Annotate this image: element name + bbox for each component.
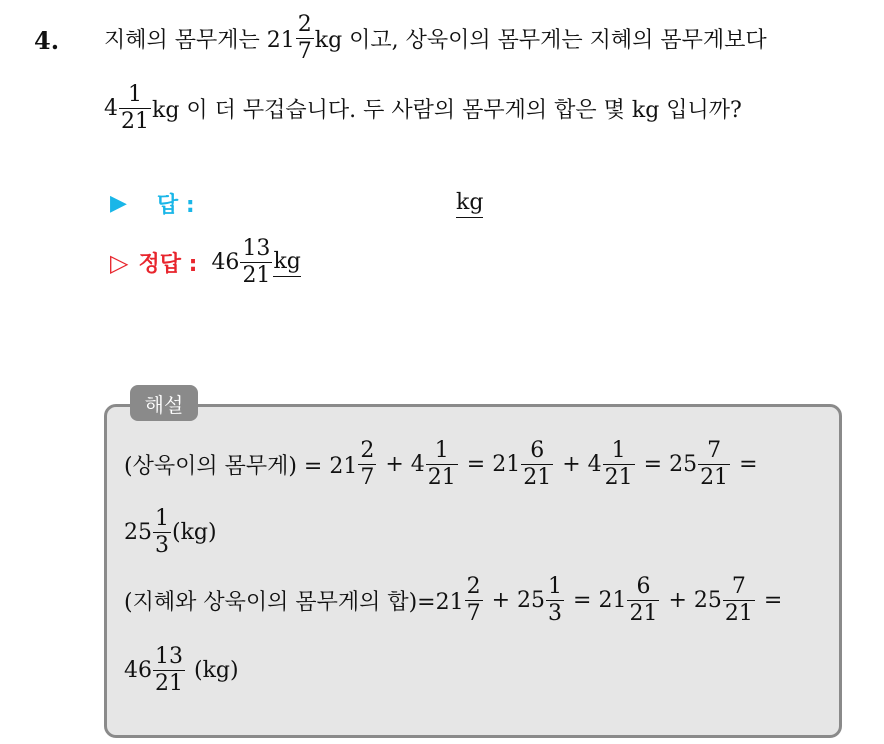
solution-tag: 해설	[130, 385, 198, 421]
answer-arrow-icon: ▶	[110, 191, 127, 216]
correct-arrow-icon: ▷	[110, 248, 129, 277]
fraction: $\frac{1}{21}$	[427, 438, 456, 490]
solution-line-3	[124, 576, 782, 625]
question-line-1	[104, 14, 767, 63]
fraction: $\frac{1}{3}$	[548, 574, 563, 626]
fraction: $\frac{2}{7}$	[297, 12, 312, 64]
question-text: 4	[104, 96, 118, 121]
fraction: $\frac{2}{7}$	[466, 574, 481, 626]
solution-text: =	[739, 452, 758, 477]
fraction: $\frac{1}{21}$	[604, 438, 633, 490]
answer-input[interactable]	[456, 190, 483, 215]
solution-text: (kg)	[172, 520, 217, 545]
solution-line-2	[124, 508, 217, 557]
fraction: $\frac{1}{3}$	[155, 506, 169, 558]
answer-row	[110, 188, 195, 219]
answer-unit: kg	[456, 190, 483, 218]
fraction: $\frac{1}{21}$	[121, 82, 149, 134]
solution-text: + 4	[562, 452, 602, 477]
solution-text: 46	[124, 658, 152, 683]
fraction: $\frac{6}{21}$	[523, 438, 552, 490]
solution-text: + 25	[668, 588, 722, 613]
solution-line-4	[124, 646, 239, 695]
solution-text: (kg)	[194, 658, 239, 683]
correct-row	[110, 238, 301, 287]
solution-text: =	[763, 588, 783, 613]
fraction: $\frac{6}{21}$	[629, 574, 658, 626]
fraction: $\frac{13}{21}$	[155, 644, 183, 696]
fraction: $\frac{2}{7}$	[360, 438, 375, 490]
solution-text: = 21	[573, 588, 627, 613]
question-text: kg 이고, 상욱이의 몸무게는 지혜의 몸무게보다	[314, 28, 767, 53]
question-text: 지혜의 몸무게는 21	[104, 28, 295, 53]
solution-text: 25	[124, 520, 152, 545]
fraction: $\frac{7}{21}$	[724, 574, 753, 626]
solution-text: (상욱이의 몸무게) = 21	[124, 454, 358, 479]
correct-unit: kg	[273, 249, 300, 277]
solution-text: + 4	[385, 452, 425, 477]
solution-text: + 25	[491, 588, 546, 613]
fraction: $\frac{13}{21}$	[242, 236, 271, 288]
solution-text: = 25	[643, 452, 698, 477]
fraction: $\frac{7}{21}$	[700, 438, 729, 490]
question-number: 4.	[34, 26, 60, 55]
question-line-2	[104, 84, 742, 133]
correct-label: 정답 :	[138, 252, 198, 277]
solution-text: = 21	[466, 452, 521, 477]
answer-label: 답 :	[156, 193, 195, 218]
question-text: kg 이 더 무겁습니다. 두 사람의 몸무게의 합은 몇 kg 입니까?	[152, 98, 742, 123]
solution-line-1	[124, 440, 758, 489]
solution-text: (지혜와 상욱이의 몸무게의 합)=21	[124, 590, 464, 615]
correct-whole: 46	[211, 250, 240, 275]
